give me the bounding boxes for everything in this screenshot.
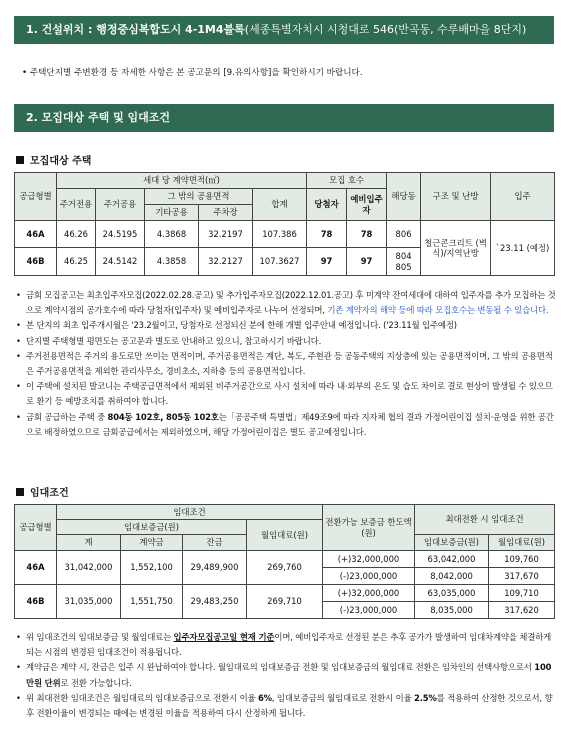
table-row xyxy=(15,585,555,602)
list-item: • 금회 모집공고는 최초입주자모집(2022.02.28.공고) 및 추가입주자모집(2022.12.01.공고) 후 미계약 잔여세대에 대하여 입주자를 추가 모집하는 것으로 계약시점의 공가호수에 따라 당첨자(입주자) 및 예비입주자로 나누어 선정되며, 기존 계약자의 해약 등에 따라 모집호수는 변동될 수 있습니다. xyxy=(16,288,556,318)
col-max-group: 최대전환 시 임대조건 xyxy=(415,505,555,535)
list-item: • 계약금은 계약 시, 잔금은 입주 시 완납하여야 합니다. 월임대료의 임대보증금 전환 및 임대보증금의 월임대료 전환은 임차인의 선택사항으로서 100만원 단위로 전환 가능합니다. xyxy=(16,660,556,690)
list-item: • 금회 공급하는 주택 중 804동 102호, 805동 102호는「공공주택 특별법」제49조9에 따라 지자체 협의 결과 가정어린이집 설치·운영을 위한 공간으로 배정하였으므로 금회공급에서는 제외하였으며, 해당 가정어린이집은 별도 공고예정입니다. xyxy=(16,410,556,440)
list-item: • 주거전용면적은 주거의 용도로만 쓰이는 면적이며, 주거공용면적은 계단, 복도, 주현관 등 공동주택의 지상층에 있는 공용면적이며, 그 밖의 공용면적은 주거공용면적을 제외한 관리사무소, 경비초소, 지하층 등의 공용면적입니다. xyxy=(16,349,556,379)
monthly-cell: 269,710 xyxy=(247,585,323,619)
type-cell: 46B xyxy=(15,248,57,276)
building-cell: 806 xyxy=(387,221,421,248)
common-cell: 4.3858 xyxy=(145,248,199,276)
total-cell: 31,035,000 xyxy=(57,585,121,619)
col-type: 공급형별 xyxy=(15,173,57,221)
winners-cell: 78 xyxy=(307,221,347,248)
col-max-deposit: 임대보증금(원) xyxy=(415,535,489,551)
square-bullet-icon xyxy=(16,488,24,496)
table-row xyxy=(15,221,555,248)
col-deposit-group: 임대보증금(원) xyxy=(57,520,247,535)
max-deposit-cell: 8,035,000 xyxy=(415,602,489,619)
col-max-monthly: 월임대료(원) xyxy=(489,535,555,551)
parking-cell: 32.2127 xyxy=(199,248,253,276)
col-common: 기타공용 xyxy=(145,205,199,221)
surroundings-note: • 주택단지별 주변환경 등 자세한 사항은 본 공고문의 [9.유의사항]을 확인하시기 바랍니다. xyxy=(22,68,363,78)
col-area-group: 세대 당 계약면적(㎡) xyxy=(57,173,307,189)
section-location-title: 1. 건설위치 : 행정중심복합도시 4-1M4블록 xyxy=(26,23,245,36)
list-item: • 본 단지의 최초 입주개시월은 '23.2월이고, 당첨자로 선정되신 분에 한해 개별 입주안내 예정입니다. ('23.11월 입주예정) xyxy=(16,318,556,333)
col-movein: 입주 xyxy=(491,173,555,221)
max-deposit-cell: 63,042,000 xyxy=(415,551,489,568)
monthly-cell: 269,760 xyxy=(247,551,323,585)
private-cell: 46.25 xyxy=(57,248,96,276)
col-private: 주거전용 xyxy=(57,189,96,221)
type-cell: 46A xyxy=(15,551,57,585)
max-monthly-cell: 317,670 xyxy=(489,568,555,585)
reserves-cell: 97 xyxy=(347,248,387,276)
housing-table xyxy=(14,172,555,276)
contract-cell: 1,552,100 xyxy=(121,551,183,585)
shared-cell: 24.5142 xyxy=(96,248,145,276)
list-item: • 단지별 주택형별 평면도는 공고문과 별도로 안내하고 있으니, 참고하시기 바랍니다. xyxy=(16,334,556,349)
type-cell: 46A xyxy=(15,221,57,248)
col-contract: 계약금 xyxy=(121,535,183,551)
location-address: (세종특별자치시 시청대로 546(반곡동, 수루배마을 8단지) xyxy=(244,23,527,36)
winners-cell: 97 xyxy=(307,248,347,276)
balance-cell: 29,489,900 xyxy=(183,551,247,585)
max-deposit-cell: 63,035,000 xyxy=(415,585,489,602)
col-building: 해당동 xyxy=(387,173,421,221)
col-winners: 당첨자 xyxy=(307,189,347,221)
structure-cell: 철근콘크리트 (벽식)/지역난방 xyxy=(421,221,491,276)
section-recruitment-title: 2. 모집대상 주택 및 임대조건 xyxy=(26,111,171,124)
col-shared: 주거공용 xyxy=(96,189,145,221)
conv-plus-cell: (+)32,000,000 xyxy=(323,551,415,568)
rent-table xyxy=(14,504,555,619)
col-rent-group: 임대조건 xyxy=(57,505,323,520)
col-convertible: 전환가능 보증금 한도액(원) xyxy=(323,505,415,551)
contract-cell: 1,551,750 xyxy=(121,585,183,619)
list-item: • 위 임대조건의 임대보증금 및 월임대료는 입주자모집공고일 현재 기준이며, 예비입주자로 선정된 분은 추후 공가가 발생하여 임대차계약을 체결하게 되는 시점의 변경된 임대조건이 적용됩니다. xyxy=(16,630,556,660)
max-monthly-cell: 109,710 xyxy=(489,585,555,602)
col-reserves: 예비입주자 xyxy=(347,189,387,221)
housing-notes xyxy=(16,288,556,440)
col-type: 공급형별 xyxy=(15,505,57,551)
private-cell: 46.26 xyxy=(57,221,96,248)
col-total: 계 xyxy=(57,535,121,551)
col-other-group: 그 밖의 공용면적 xyxy=(145,189,253,205)
building-cell: 804 805 xyxy=(387,248,421,276)
rent-notes xyxy=(16,630,556,721)
list-item: • 위 최대전환 임대조건은 월임대료의 임대보증금으로 전환시 이율 6%, 임대보증금의 월임대료로 전환시 이율 2.5%를 적용하여 산정한 것으로서, 향후 전환이율이 변경되는 때에는 변경된 이율을 적용하여 다시 산정하게 됩니다. xyxy=(16,691,556,721)
total-cell: 107.3627 xyxy=(253,248,307,276)
total-cell: 31,042,000 xyxy=(57,551,121,585)
parking-cell: 32.2197 xyxy=(199,221,253,248)
max-deposit-cell: 8,042,000 xyxy=(415,568,489,585)
conv-minus-cell: (-)23,000,000 xyxy=(323,602,415,619)
shared-cell: 24.5195 xyxy=(96,221,145,248)
section-location-bar xyxy=(14,16,554,44)
max-monthly-cell: 109,760 xyxy=(489,551,555,568)
list-item: • 이 주택에 설치된 발코니는 주택공급면적에서 제외된 비주거공간으로 사시 설치에 따라 내·외부의 온도 및 습도 차이로 결로 현상이 발생될 수 있으므로 환기 등 예방조치를 취하여야 합니다. xyxy=(16,379,556,409)
table-row xyxy=(15,551,555,568)
housing-heading: 모집대상 주택 xyxy=(16,152,91,167)
balance-cell: 29,483,250 xyxy=(183,585,247,619)
col-parking: 주차장 xyxy=(199,205,253,221)
movein-cell: `23.11 (예정) xyxy=(491,221,555,276)
conv-plus-cell: (+)32,000,000 xyxy=(323,585,415,602)
rent-heading: 임대조건 xyxy=(16,484,69,499)
col-structure: 구조 및 난방 xyxy=(421,173,491,221)
common-cell: 4.3868 xyxy=(145,221,199,248)
total-cell: 107.386 xyxy=(253,221,307,248)
col-count-group: 모집 호수 xyxy=(307,173,387,189)
max-monthly-cell: 317,620 xyxy=(489,602,555,619)
col-balance: 잔금 xyxy=(183,535,247,551)
type-cell: 46B xyxy=(15,585,57,619)
conv-minus-cell: (-)23,000,000 xyxy=(323,568,415,585)
section-recruitment-bar xyxy=(14,104,554,132)
col-monthly: 월임대료(원) xyxy=(247,520,323,551)
col-total: 합계 xyxy=(253,189,307,221)
reserves-cell: 78 xyxy=(347,221,387,248)
square-bullet-icon xyxy=(16,156,24,164)
